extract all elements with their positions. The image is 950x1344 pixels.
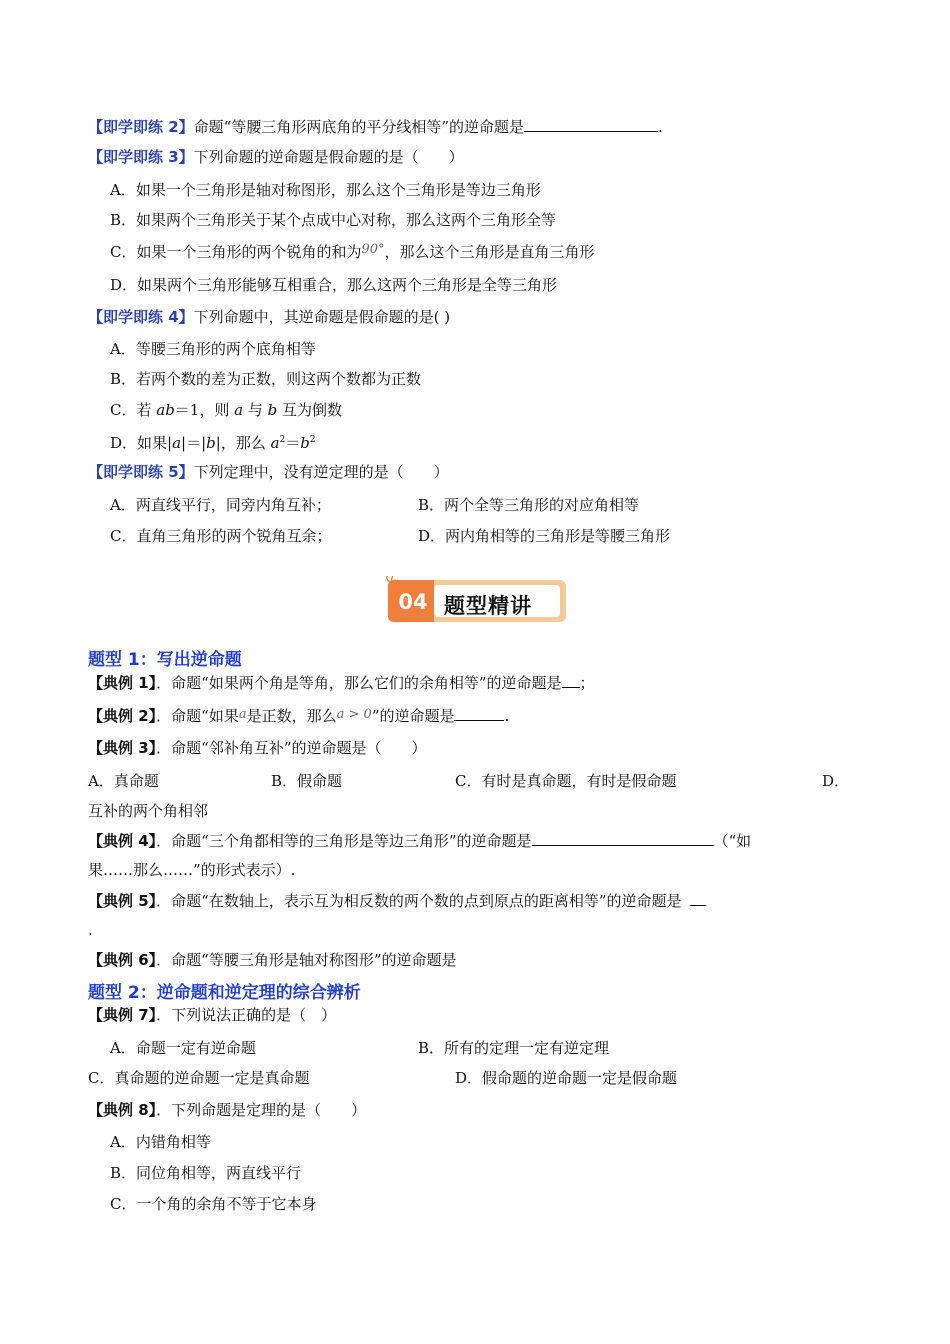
question-text: ．下列说法正确的是（ ） bbox=[156, 1006, 337, 1024]
math-var: ab bbox=[156, 401, 175, 419]
text: 互为倒数 bbox=[277, 401, 342, 419]
example-tag: 【典例 8】 bbox=[88, 1101, 157, 1119]
practice-tag: 【即学即练 4】 bbox=[88, 308, 194, 326]
option-c bbox=[110, 242, 595, 264]
example-4-continued: 果……那么……”的形式表示）. bbox=[88, 861, 296, 879]
option-a: A．如果一个三角形是轴对称图形，那么这个三角形是等边三角形 bbox=[110, 181, 541, 199]
option-a: A．命题一定有逆命题 bbox=[110, 1039, 256, 1057]
example-4 bbox=[88, 830, 751, 851]
option-d: D．假命题的逆命题一定是假命题 bbox=[455, 1069, 678, 1087]
answer-blank[interactable] bbox=[524, 116, 658, 132]
option-b: B．如果两个三角形关于某个点成中心对称，那么这两个三角形全等 bbox=[110, 211, 557, 229]
example-5-continued: . bbox=[88, 921, 93, 939]
option-b: B．两个全等三角形的对应角相等 bbox=[418, 496, 640, 514]
exponent: 2 bbox=[279, 435, 286, 445]
banner-title: 题型精讲 bbox=[444, 594, 532, 618]
option-c: C．有时是真命题，有时是假命题 bbox=[455, 772, 677, 790]
option-c: C．直角三角形的两个锐角互余； bbox=[110, 527, 332, 545]
option-b: B．同位角相等，两直线平行 bbox=[110, 1164, 302, 1182]
math-var: a bbox=[172, 434, 182, 452]
practice-2 bbox=[88, 116, 663, 137]
question-text: ．命题“三个角都相等的三角形是等边三角形”的逆命题是 bbox=[156, 832, 532, 850]
practice-4 bbox=[88, 307, 450, 327]
text: D．如果| bbox=[110, 434, 173, 452]
question-tail: （“如 bbox=[713, 832, 752, 850]
example-tag: 【典例 7】 bbox=[88, 1006, 157, 1024]
option-d: D． bbox=[822, 772, 850, 790]
example-tag: 【典例 1】 bbox=[88, 674, 157, 692]
example-tag: 【典例 5】 bbox=[88, 892, 157, 910]
example-tag: 【典例 3】 bbox=[88, 739, 157, 757]
section-heading-type-1: 题型 1：写出逆命题 bbox=[88, 650, 242, 670]
answer-blank[interactable] bbox=[532, 830, 714, 846]
question-text: 命题“等腰三角形两底角的平分线相等”的逆命题是 bbox=[193, 118, 525, 136]
question-text: ．命题“等腰三角形是轴对称图形”的逆命题是 bbox=[156, 951, 457, 969]
example-tag: 【典例 4】 bbox=[88, 832, 157, 850]
option-d-text: 互补的两个角相邻 bbox=[88, 802, 209, 820]
text: ＝1，则 bbox=[174, 401, 235, 419]
question-text: 下列命题的逆命题是假命题的是（ ） bbox=[193, 148, 464, 166]
practice-3 bbox=[88, 147, 464, 167]
math-var: a bbox=[234, 401, 244, 419]
option-a: A．等腰三角形的两个底角相等 bbox=[110, 340, 316, 358]
text: |＝| bbox=[181, 434, 207, 452]
math-var: a bbox=[270, 434, 280, 452]
option-b: B．若两个数的差为正数，则这两个数都为正数 bbox=[110, 370, 422, 388]
practice-tag: 【即学即练 5】 bbox=[88, 463, 194, 481]
question-text: ．命题“如果两个角是等角，那么它们的余角相等”的逆命题是 bbox=[156, 674, 562, 692]
text: 是正数，那么 bbox=[246, 707, 337, 725]
practice-5 bbox=[88, 462, 449, 482]
text: |，那么 bbox=[215, 434, 271, 452]
option-d: D．两内角相等的三角形是等腰三角形 bbox=[418, 527, 671, 545]
answer-blank[interactable] bbox=[454, 705, 504, 721]
section-heading-type-2: 题型 2：逆命题和逆定理的综合辨析 bbox=[88, 983, 361, 1003]
period: . bbox=[658, 118, 663, 136]
math-expression: a > 0 bbox=[336, 707, 372, 722]
math-var: b bbox=[300, 434, 310, 452]
example-2 bbox=[88, 705, 509, 728]
text: ＝ bbox=[285, 434, 301, 452]
section-banner bbox=[386, 576, 568, 624]
example-3 bbox=[88, 738, 427, 758]
answer-blank[interactable] bbox=[690, 890, 706, 906]
question-text: ．命题“邻补角互补”的逆命题是（ ） bbox=[156, 739, 427, 757]
punct: ； bbox=[579, 674, 595, 692]
math-90-degrees: 90° bbox=[361, 242, 385, 257]
option-c: C．真命题的逆命题一定是真命题 bbox=[88, 1069, 310, 1087]
question-text: ．下列命题是定理的是（ ） bbox=[156, 1101, 367, 1119]
example-tag: 【典例 2】 bbox=[88, 707, 157, 725]
option-d bbox=[110, 430, 316, 453]
option-c-text: C．如果一个三角形的两个锐角的和为 bbox=[110, 243, 362, 261]
option-d: D．如果两个三角形能够互相重合，那么这两个三角形是全等三角形 bbox=[110, 276, 558, 294]
question-text: ．命题“在数轴上，表示互为相反数的两个数的点到原点的距离相等”的逆命题是 bbox=[156, 892, 682, 910]
option-a: A．内错角相等 bbox=[110, 1133, 211, 1151]
banner-number: 04 bbox=[398, 590, 428, 614]
option-a: A．真命题 bbox=[88, 772, 159, 790]
answer-blank[interactable] bbox=[562, 672, 580, 688]
option-a: A．两直线平行，同旁内角互补； bbox=[110, 496, 331, 514]
option-c-text-2: ，那么这个三角形是直角三角形 bbox=[384, 243, 595, 261]
example-1 bbox=[88, 672, 595, 693]
option-c: C．一个角的余角不等于它本身 bbox=[110, 1195, 317, 1213]
example-7 bbox=[88, 1005, 336, 1025]
exponent: 2 bbox=[309, 435, 316, 445]
math-var: b bbox=[267, 401, 278, 419]
text: ．命题“如果 bbox=[156, 707, 239, 725]
question-text: 下列命题中，其逆命题是假命题的是( ) bbox=[193, 308, 451, 326]
practice-tag: 【即学即练 3】 bbox=[88, 148, 194, 166]
question-text: 下列定理中，没有逆定理的是（ ） bbox=[193, 463, 449, 481]
text: C．若 bbox=[110, 401, 157, 419]
practice-tag: 【即学即练 2】 bbox=[88, 118, 194, 136]
option-b: B．所有的定理一定有逆定理 bbox=[418, 1039, 610, 1057]
option-c bbox=[110, 400, 342, 420]
example-6 bbox=[88, 950, 457, 970]
example-5 bbox=[88, 890, 706, 911]
option-b: B．假命题 bbox=[271, 772, 343, 790]
example-tag: 【典例 6】 bbox=[88, 951, 157, 969]
period: . bbox=[504, 707, 510, 725]
example-8 bbox=[88, 1100, 366, 1120]
math-var: b bbox=[206, 434, 216, 452]
text: 与 bbox=[243, 401, 268, 419]
text: ”的逆命题是 bbox=[371, 707, 455, 725]
math-var: a bbox=[238, 707, 247, 722]
